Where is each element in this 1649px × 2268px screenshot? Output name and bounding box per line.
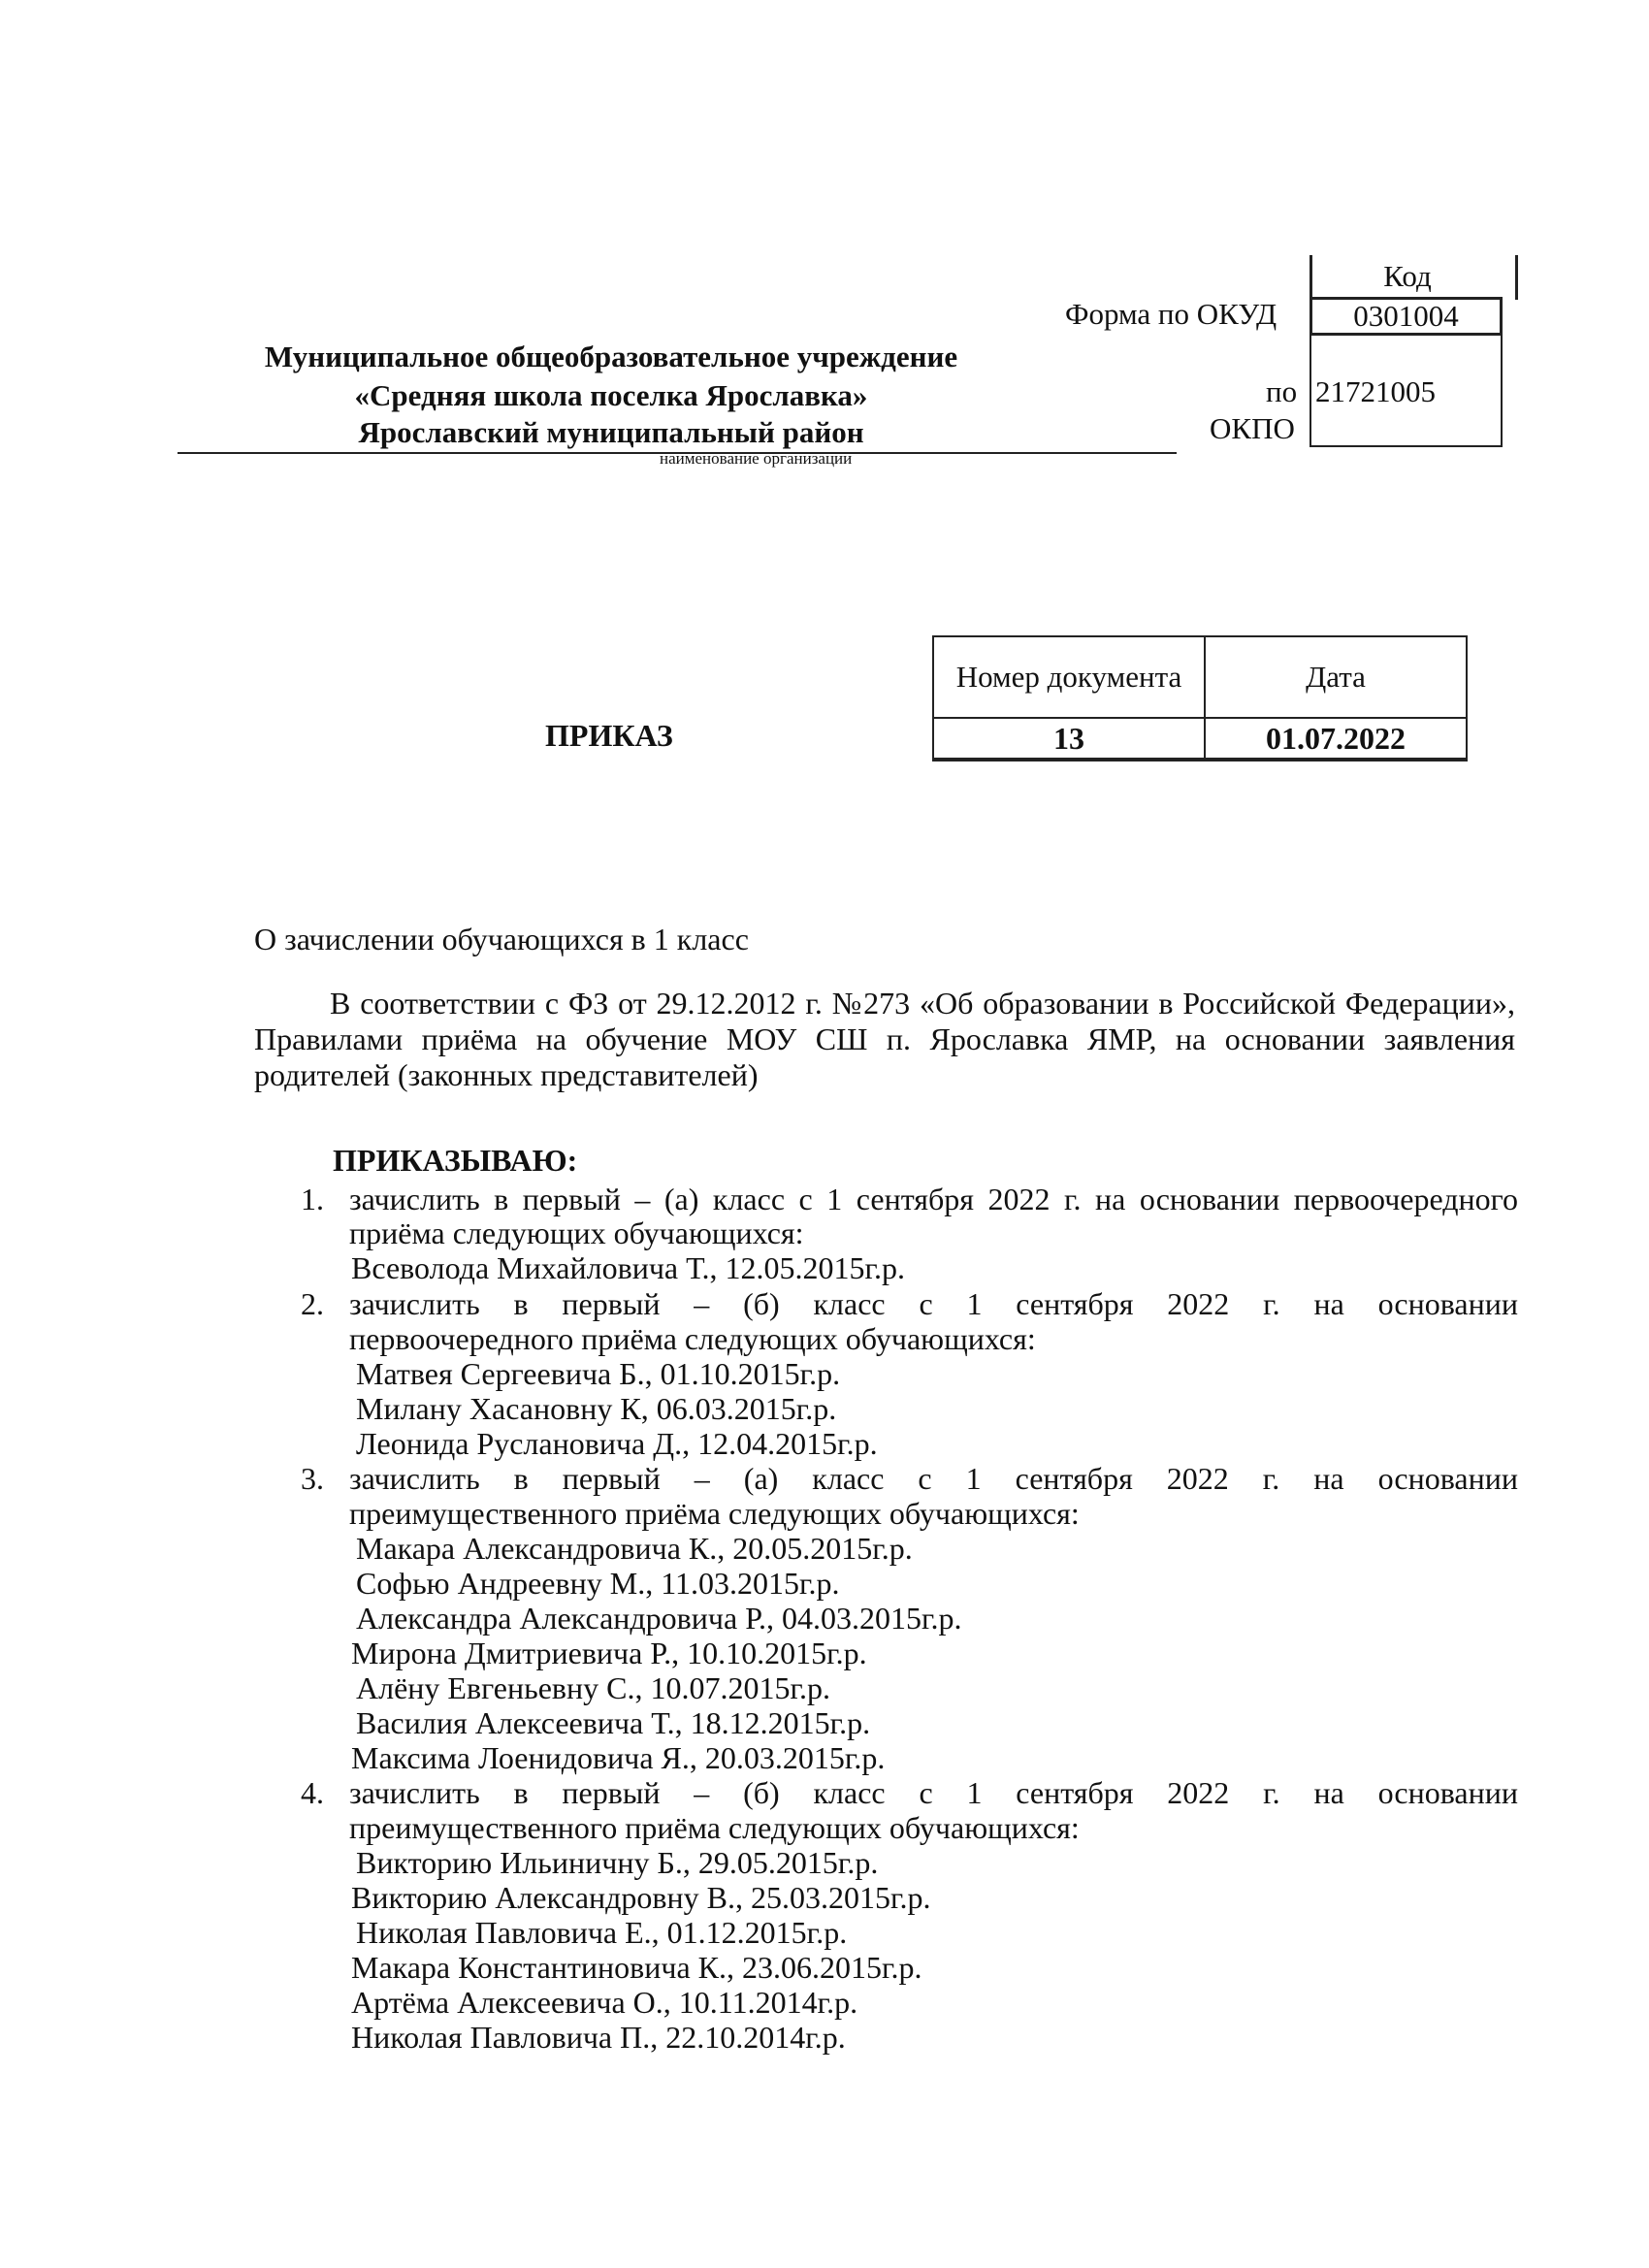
code-header	[1310, 255, 1503, 297]
student-name: Леонида Руслановича Д., 12.04.2015г.р.	[356, 1426, 878, 1461]
student-name: Артёма Алексеевича О., 10.11.2014г.р.	[351, 1985, 858, 2020]
student-name: Максима Лоенидовича Я., 20.03.2015г.р.	[351, 1740, 886, 1775]
order-number-table	[932, 635, 1468, 761]
order-title: ПРИКАЗ	[545, 718, 673, 753]
student-name: Алёну Евгеньевну С., 10.07.2015г.р.	[356, 1670, 830, 1705]
date-header: Дата	[1205, 636, 1467, 718]
student-name: Викторию Ильиничну Б., 29.05.2015г.р.	[356, 1845, 879, 1880]
student-name: Софью Андреевну М., 11.03.2015г.р.	[356, 1566, 840, 1601]
student-name: Всеволода Михайловича Т., 12.05.2015г.р.	[351, 1250, 905, 1285]
student-name: Макара Константиновича К., 23.06.2015г.р.	[351, 1950, 922, 1985]
number-header: Номер документа	[933, 636, 1205, 718]
order-date: 01.07.2022	[1205, 718, 1467, 760]
org-line-1: Муниципальное общеобразовательное учреждение	[264, 340, 958, 373]
org-line-3: Ярославский муниципальный район	[358, 415, 864, 449]
code-box-border	[1515, 255, 1518, 300]
item-number: 4.	[301, 1775, 324, 1810]
student-name: Мирона Дмитриевича Р., 10.10.2015г.р.	[351, 1636, 867, 1670]
okpo-label: ОКПО	[1210, 411, 1295, 445]
item-lead-line: первоочередного приёма следующих обучающихся:	[349, 1321, 1036, 1356]
form-label: Форма по ОКУД	[1065, 297, 1277, 331]
okpo-code-box	[1310, 336, 1503, 447]
item-number: 3.	[301, 1461, 324, 1496]
okpo-code: 21721005	[1315, 374, 1436, 408]
item-lead-line: зачислить в первый – (б) класс с 1 сентября 2022 г. на основании	[349, 1775, 1518, 1810]
student-name: Матвея Сергеевича Б., 01.10.2015г.р.	[356, 1356, 841, 1391]
item-number: 1.	[301, 1182, 324, 1216]
item-lead-line: преимущественного приёма следующих обучающихся:	[349, 1810, 1080, 1845]
item-lead-line: приёма следующих обучающихся:	[349, 1215, 804, 1250]
student-name: Макара Александровича К., 20.05.2015г.р.	[356, 1531, 913, 1566]
order-number: 13	[933, 718, 1205, 760]
student-name: Николая Павловича П., 22.10.2014г.р.	[351, 2020, 846, 2055]
item-lead-line: зачислить в первый – (а) класс с 1 сентября 2022 г. на основании первоочередного	[349, 1182, 1518, 1216]
org-line-2: «Средняя школа поселка Ярославка»	[354, 378, 868, 412]
decree-heading: ПРИКАЗЫВАЮ:	[333, 1143, 578, 1178]
okud-code: 0301004	[1310, 297, 1503, 336]
preamble	[254, 986, 1515, 1093]
student-name: Николая Павловича Е., 01.12.2015г.р.	[356, 1915, 848, 1950]
item-lead-line: преимущественного приёма следующих обучающихся:	[349, 1496, 1080, 1531]
order-subject: О зачислении обучающихся в 1 класс	[254, 922, 749, 956]
student-name: Милану Хасановну К, 06.03.2015г.р.	[356, 1391, 837, 1426]
preamble-text: В соответствии с ФЗ от 29.12.2012 г. №273 «Об образовании в Российской Федерации», Правилами приёма на обучение МОУ СШ п. Ярославка ЯМР, на основании заявления родителей (законных представителей)	[254, 986, 1515, 1092]
code-label: Код	[1383, 259, 1432, 293]
item-number: 2.	[301, 1286, 324, 1321]
student-name: Василия Алексеевича Т., 18.12.2015г.р.	[356, 1705, 871, 1740]
student-name: Александра Александровича Р., 04.03.2015г.р.	[356, 1601, 962, 1636]
okpo-label-po: по	[1266, 374, 1298, 408]
item-lead-line: зачислить в первый – (б) класс с 1 сентября 2022 г. на основании	[349, 1286, 1518, 1321]
item-lead-line: зачислить в первый – (а) класс с 1 сентября 2022 г. на основании	[349, 1461, 1518, 1496]
org-caption: наименование организации	[660, 449, 853, 468]
student-name: Викторию Александровну В., 25.03.2015г.р.	[351, 1880, 931, 1915]
